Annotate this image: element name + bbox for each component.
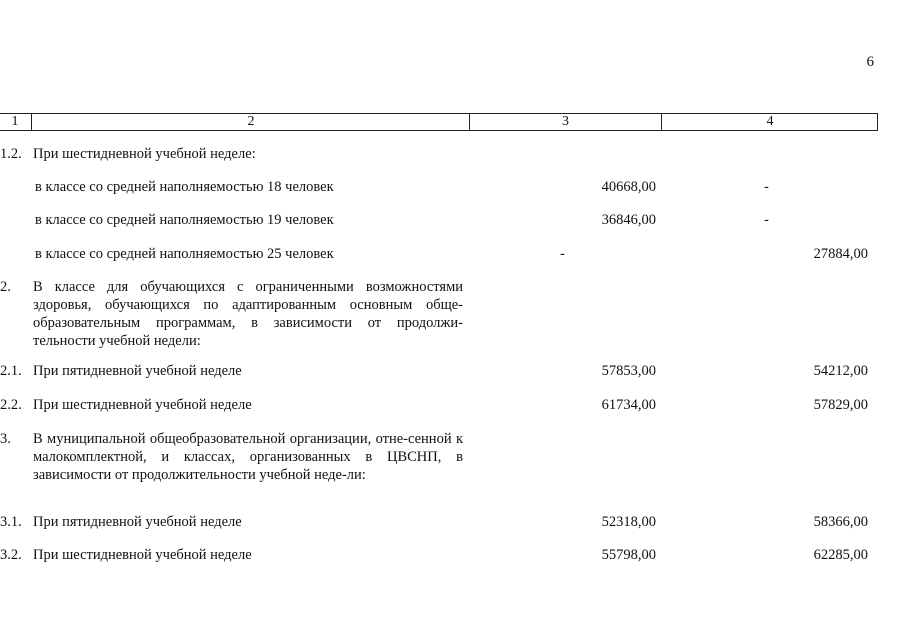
- row-description: в классе со средней наполняемостью 19 человек: [35, 212, 334, 228]
- row-description: При шестидневной учебной неделе: [33, 547, 252, 563]
- row-description: При пятидневной учебной неделе: [33, 514, 242, 530]
- value-col3: 55798,00: [601, 547, 656, 563]
- value-col3: 57853,00: [601, 363, 656, 379]
- row-number: 1.2.: [0, 146, 22, 162]
- value-col3: -: [560, 246, 565, 262]
- value-col4: -: [764, 212, 769, 228]
- row-description: При шестидневной учебной неделе:: [33, 146, 256, 162]
- value-col4: 57829,00: [813, 397, 868, 413]
- value-col3: 61734,00: [601, 397, 656, 413]
- value-col3: 52318,00: [601, 514, 656, 530]
- value-col4: -: [764, 179, 769, 195]
- row-description: в классе со средней наполняемостью 18 человек: [35, 179, 334, 195]
- page-number: 6: [866, 54, 874, 70]
- column-header-2: 2: [31, 114, 470, 130]
- row-description: В классе для обучающихся с ограниченными возможностями здоровья, обучающихся по адаптированным основным обще-образовательным программам, в зависимости от продолжи-тельности учебной недели:: [33, 279, 463, 349]
- row-description: В муниципальной общеобразовательной организации, отне-сенной к малокомплектной, и классах, организованных в ЦВСНП, в зависимости от продолжительности учебной неде-ли:: [33, 431, 463, 483]
- row-number: 2.2.: [0, 397, 22, 413]
- row-number: 3.1.: [0, 514, 22, 530]
- row-description: При шестидневной учебной неделе: [33, 397, 252, 413]
- row-number: 3.2.: [0, 547, 22, 563]
- value-col4: 58366,00: [813, 514, 868, 530]
- row-number: 2.: [0, 279, 11, 295]
- value-col4: 62285,00: [813, 547, 868, 563]
- value-col3: 36846,00: [601, 212, 656, 228]
- column-header-1: 1: [11, 114, 19, 129]
- column-header-4: 4: [661, 114, 878, 130]
- row-description: При пятидневной учебной неделе: [33, 363, 242, 379]
- column-header-3: 3: [469, 114, 661, 130]
- row-number: 3.: [0, 431, 11, 447]
- row-description: в классе со средней наполняемостью 25 человек: [35, 246, 334, 262]
- value-col4: 27884,00: [813, 246, 868, 262]
- value-col4: 54212,00: [813, 363, 868, 379]
- value-col3: 40668,00: [601, 179, 656, 195]
- table-header-row: [0, 113, 878, 131]
- row-number: 2.1.: [0, 363, 22, 379]
